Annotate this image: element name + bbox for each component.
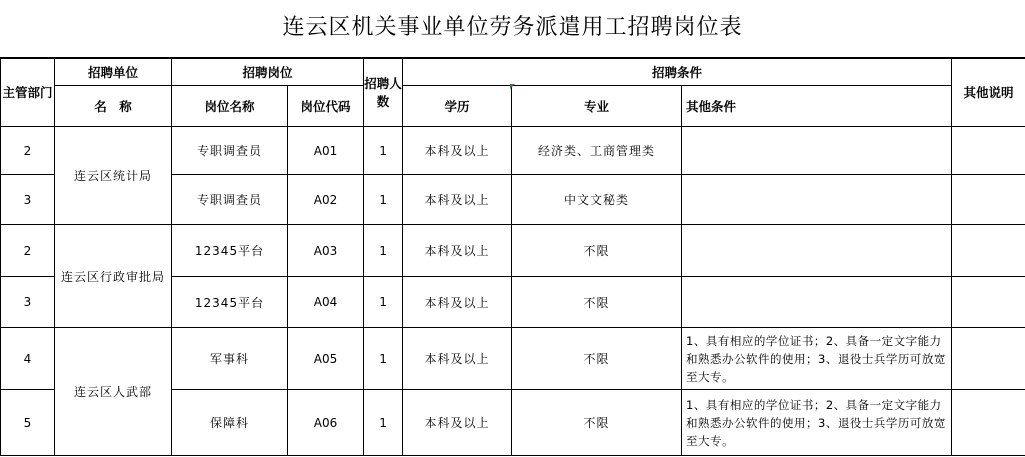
- other-cell: 1、具有相应的学位证书；2、具备一定文字能力和熟悉办公软件的使用；3、退役士兵学历可放宽至大专。: [682, 390, 952, 456]
- header-department: 主管部门: [1, 58, 55, 127]
- count-cell: 1: [364, 277, 403, 328]
- education-cell: 本科及以上: [403, 225, 512, 277]
- notes-cell: [952, 175, 1025, 225]
- header-unit-group: 招聘单位: [55, 58, 172, 86]
- education-cell: 本科及以上: [403, 328, 512, 390]
- cell-comment-marker: [510, 84, 515, 89]
- dept-cell: 2: [1, 225, 55, 277]
- notes-cell: [952, 127, 1025, 175]
- position-cell: 12345平台: [172, 277, 288, 328]
- other-cell: [682, 225, 952, 277]
- header-notes: 其他说明: [952, 58, 1025, 127]
- position-cell: 专职调查员: [172, 175, 288, 225]
- page-title: 连云区机关事业单位劳务派遣用工招聘岗位表: [282, 15, 743, 40]
- education-cell: 本科及以上: [403, 390, 512, 456]
- other-cell: 1、具有相应的学位证书；2、具备一定文字能力和熟悉办公软件的使用；3、退役士兵学历可放宽至大专。: [682, 328, 952, 390]
- dept-cell: 5: [1, 390, 55, 456]
- header-count: 招聘人数: [364, 58, 403, 127]
- education-cell: 本科及以上: [403, 277, 512, 328]
- position-cell: 保障科: [172, 390, 288, 456]
- education-cell: 本科及以上: [403, 175, 512, 225]
- code-cell: A06: [288, 390, 364, 456]
- table-row: [1, 127, 1025, 175]
- positions-table: [0, 57, 1025, 456]
- major-cell: 不限: [512, 277, 682, 328]
- major-cell: 不限: [512, 328, 682, 390]
- header-position-name: 岗位名称: [172, 86, 288, 127]
- table-row: [1, 225, 1025, 277]
- position-cell: 军事科: [172, 328, 288, 390]
- code-cell: A01: [288, 127, 364, 175]
- code-cell: A03: [288, 225, 364, 277]
- header-education: 学历: [403, 86, 512, 127]
- unit-name-cell: 连云区统计局: [55, 127, 172, 225]
- dept-cell: 2: [1, 127, 55, 175]
- header-unit-name: 名 称: [55, 86, 172, 127]
- unit-name-cell: 连云区人武部: [55, 328, 172, 456]
- major-cell: 不限: [512, 390, 682, 456]
- notes-cell: [952, 277, 1025, 328]
- title-row: [0, 0, 1025, 59]
- notes-cell: [952, 328, 1025, 390]
- dept-cell: 4: [1, 328, 55, 390]
- header-position-code: 岗位代码: [288, 86, 364, 127]
- header-conditions-group: 招聘条件: [403, 58, 952, 86]
- code-cell: A05: [288, 328, 364, 390]
- dept-cell: 3: [1, 175, 55, 225]
- major-cell: 经济类、工商管理类: [512, 127, 682, 175]
- position-cell: 专职调查员: [172, 127, 288, 175]
- unit-name-cell: 连云区行政审批局: [55, 225, 172, 328]
- notes-cell: [952, 225, 1025, 277]
- dept-cell: 3: [1, 277, 55, 328]
- header-position-group: 招聘岗位: [172, 58, 364, 86]
- education-cell: 本科及以上: [403, 127, 512, 175]
- header-major: 专业: [512, 86, 682, 127]
- other-cell: [682, 127, 952, 175]
- header-other-conditions: 其他条件: [682, 86, 952, 127]
- count-cell: 1: [364, 390, 403, 456]
- major-cell: 不限: [512, 225, 682, 277]
- count-cell: 1: [364, 127, 403, 175]
- count-cell: 1: [364, 328, 403, 390]
- other-cell: [682, 175, 952, 225]
- table-row: [1, 328, 1025, 390]
- count-cell: 1: [364, 175, 403, 225]
- position-cell: 12345平台: [172, 225, 288, 277]
- other-cell: [682, 277, 952, 328]
- count-cell: 1: [364, 225, 403, 277]
- notes-cell: [952, 390, 1025, 456]
- code-cell: A02: [288, 175, 364, 225]
- code-cell: A04: [288, 277, 364, 328]
- major-cell: 中文文秘类: [512, 175, 682, 225]
